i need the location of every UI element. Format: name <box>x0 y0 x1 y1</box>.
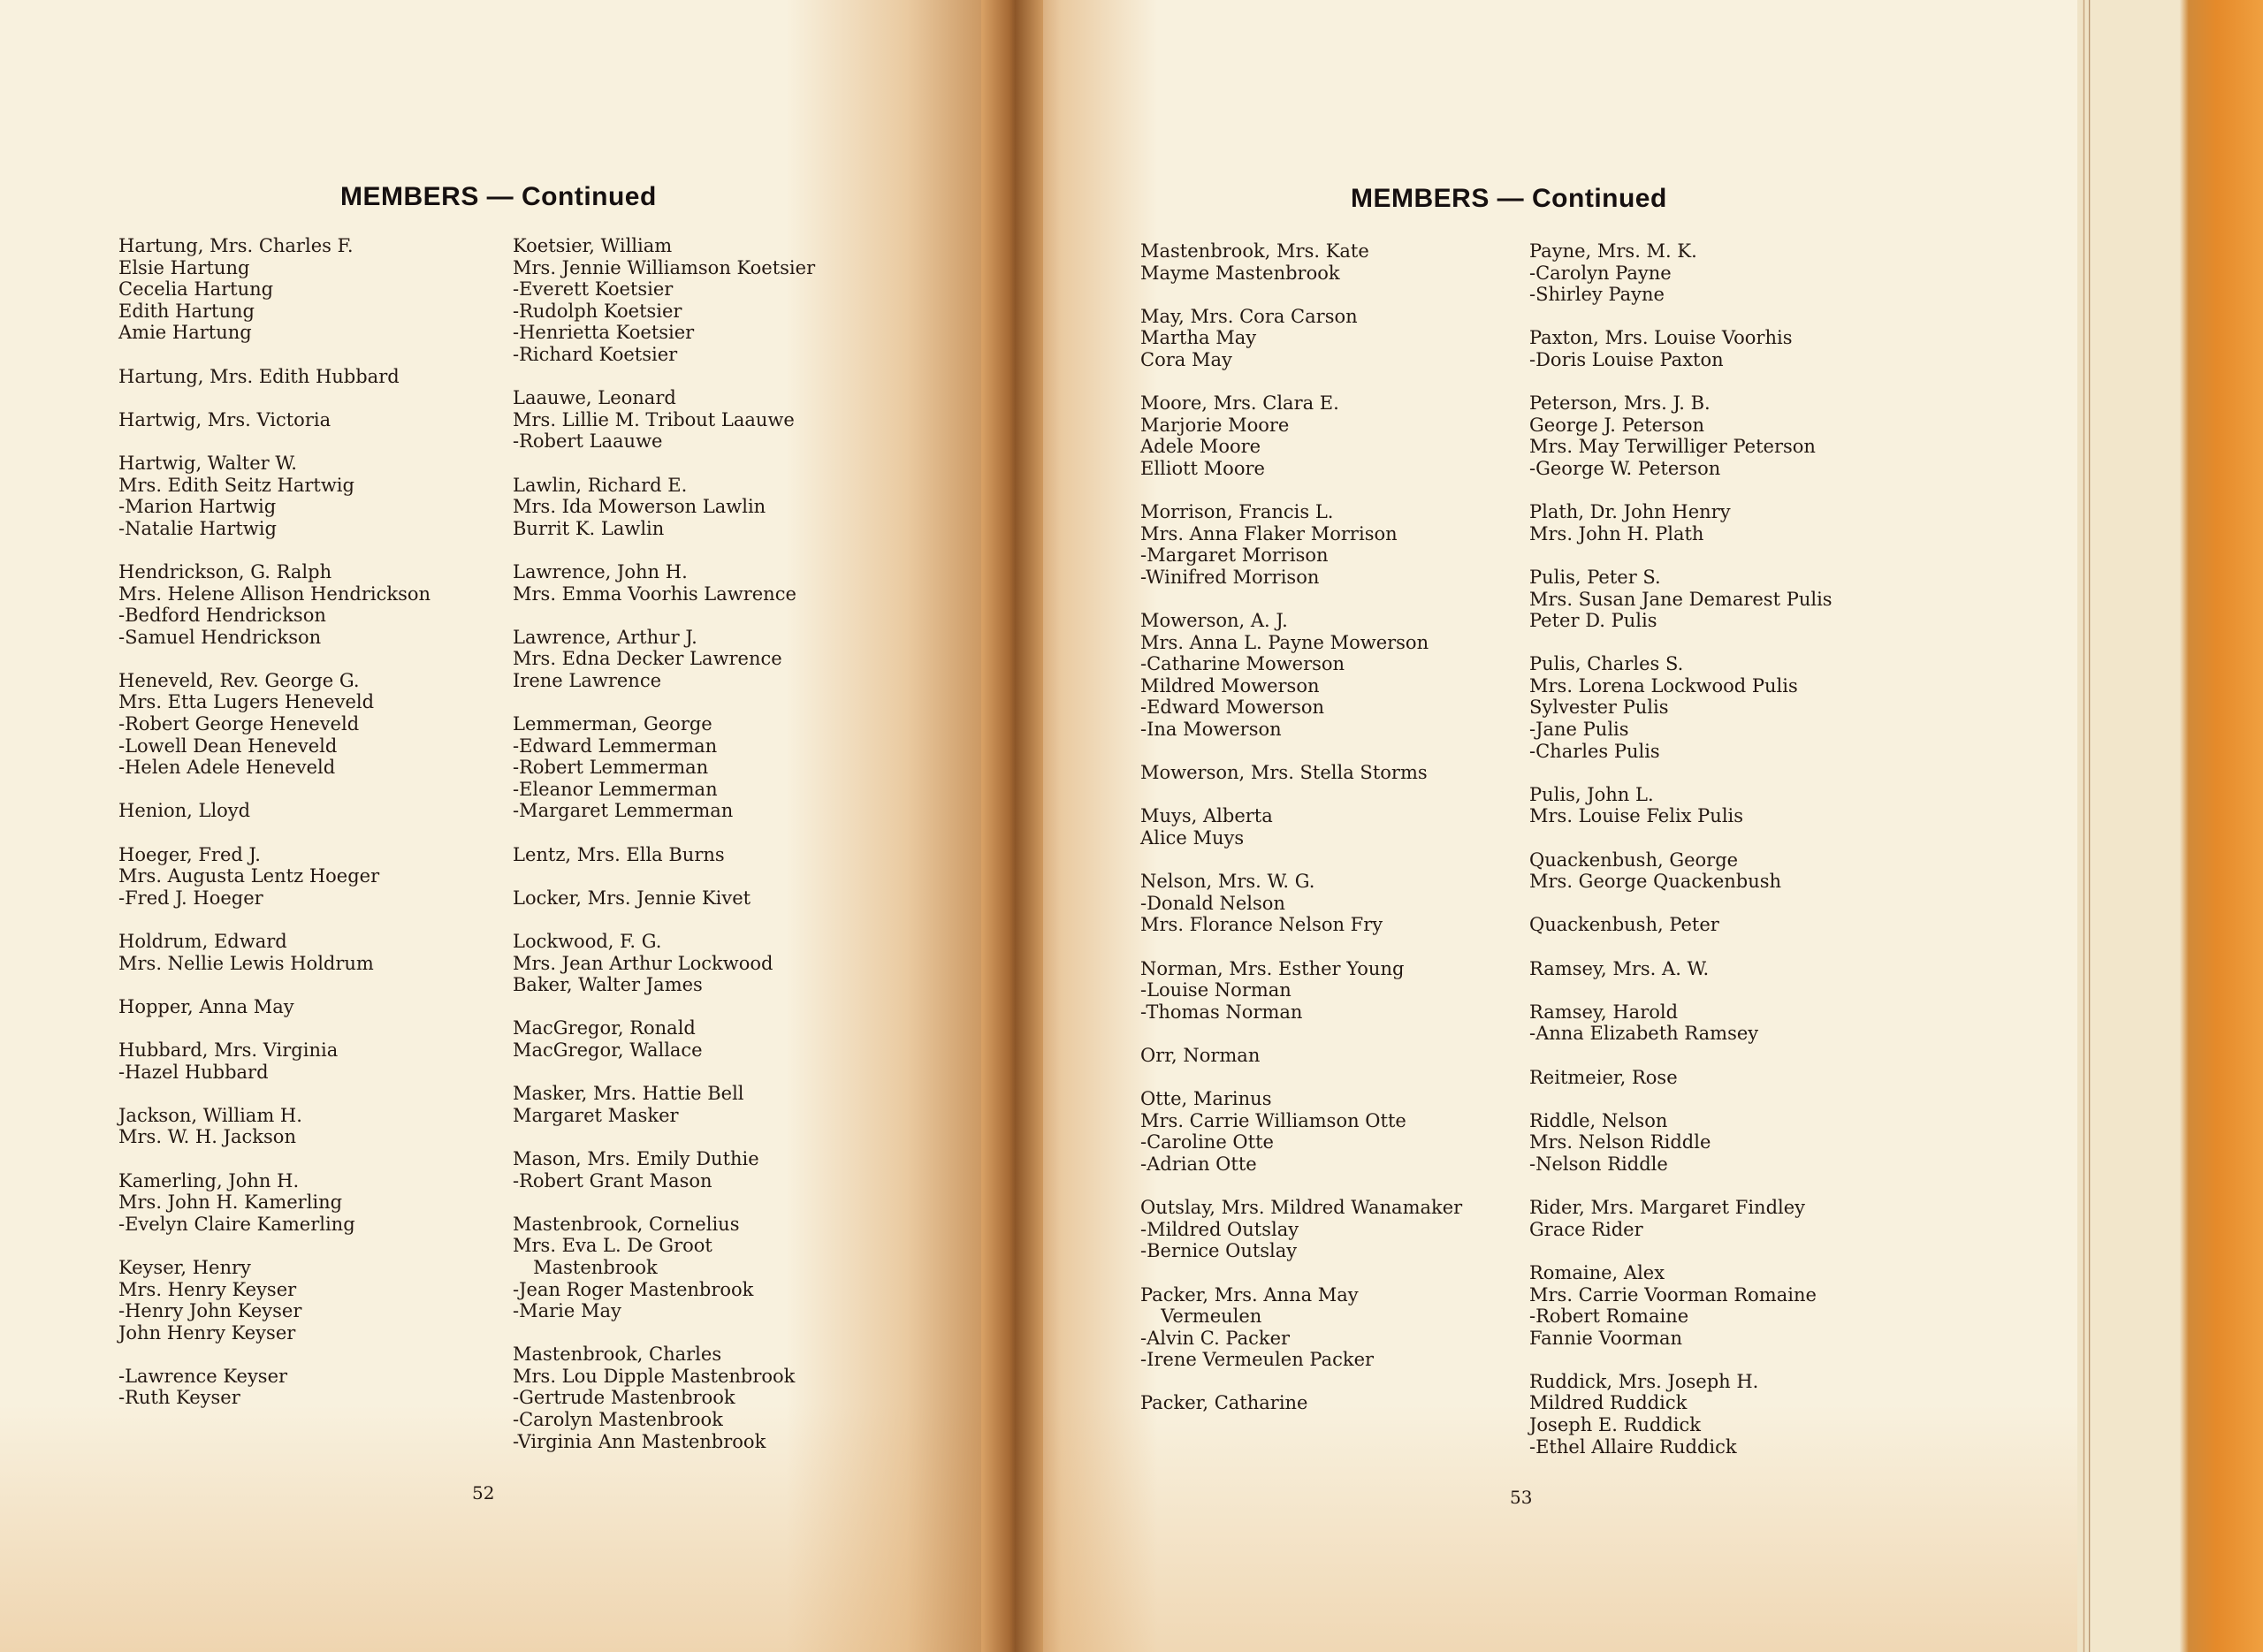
family-member-name: -Anna Elizabeth Ramsey <box>1529 1023 1759 1045</box>
member-entry <box>513 887 815 910</box>
member-entry <box>513 1148 815 1191</box>
member-entry <box>118 235 431 344</box>
family-member-name: Mrs. Anna Flaker Morrison <box>1140 522 1398 544</box>
family-member-name: Margaret Masker <box>513 1104 679 1126</box>
member-name: Lawlin, Richard E. <box>513 474 688 496</box>
member-name: Romaine, Alex <box>1529 1261 1665 1283</box>
member-name: Quackenbush, Peter <box>1529 914 1719 936</box>
member-entry <box>1140 1392 1462 1414</box>
member-entry <box>118 453 431 539</box>
member-name: Mastenbrook, Cornelius <box>513 1213 740 1235</box>
family-member-name: Mrs. Emma Voorhis Lawrence <box>513 582 796 605</box>
family-member-name: Mrs. Lillie M. Tribout Laauwe <box>513 408 795 430</box>
member-entry <box>118 1170 431 1236</box>
family-member-name: Mrs. Jean Arthur Lockwood <box>513 952 773 974</box>
member-entry <box>1529 958 1832 980</box>
member-name: Nelson, Mrs. W. G. <box>1140 871 1315 893</box>
family-member-name: Mrs. W. H. Jackson <box>118 1126 296 1148</box>
member-name: Hubbard, Mrs. Virginia <box>118 1039 339 1061</box>
member-entry <box>513 931 815 996</box>
family-member-name: -Catharine Mowerson <box>1140 653 1345 675</box>
family-member-name: -Henrietta Koetsier <box>513 322 695 344</box>
family-member-name: -Carolyn Mastenbrook <box>513 1409 723 1431</box>
family-member-name: -Lowell Dean Heneveld <box>118 735 338 757</box>
member-entry <box>118 1105 431 1148</box>
family-member-name: Mrs. Etta Lugers Heneveld <box>118 691 375 713</box>
member-entry <box>1529 327 1832 370</box>
left-page-number: 52 <box>472 1482 495 1504</box>
family-member-name: Mrs. Henry Keyser <box>118 1278 297 1300</box>
member-entry <box>1140 762 1462 784</box>
member-name: Lawrence, John H. <box>513 560 688 582</box>
family-member-name: -Doris Louise Paxton <box>1529 348 1724 370</box>
member-entry <box>513 1344 815 1452</box>
member-name: Norman, Mrs. Esther Young <box>1140 957 1405 979</box>
member-name: Muys, Alberta <box>1140 805 1273 827</box>
family-member-name: -Shirley Payne <box>1529 284 1665 306</box>
family-member-name: Irene Lawrence <box>513 669 662 691</box>
family-member-name: -Jean Roger Mastenbrook <box>513 1278 754 1300</box>
member-entry <box>1140 1045 1462 1067</box>
family-member-name: -Margaret Lemmerman <box>513 800 734 822</box>
member-entry <box>118 409 431 431</box>
member-name: Hoeger, Fred J. <box>118 843 261 865</box>
member-entry <box>1529 784 1832 827</box>
family-member-name: -Ethel Allaire Ruddick <box>1529 1435 1737 1458</box>
member-name: Hartung, Mrs. Charles F. <box>118 235 354 256</box>
family-member-name: Adele Moore <box>1140 436 1261 458</box>
family-member-name: -Marion Hartwig <box>118 496 277 518</box>
member-entry <box>513 713 815 822</box>
right-page-heading: MEMBERS — Continued <box>1351 184 1667 213</box>
member-entry <box>118 1366 431 1409</box>
member-name: Packer, Catharine <box>1140 1392 1308 1414</box>
family-member-name: Grace Rider <box>1529 1218 1643 1240</box>
right-page-number: 53 <box>1510 1487 1533 1508</box>
member-name: Mastenbrook, Mrs. Kate <box>1140 240 1369 262</box>
member-name: Peterson, Mrs. J. B. <box>1529 392 1711 415</box>
member-name: Pulis, Charles S. <box>1529 653 1684 675</box>
member-entry <box>513 387 815 453</box>
family-member-name: Mildred Ruddick <box>1529 1392 1688 1414</box>
member-name: Hartwig, Walter W. <box>118 452 297 474</box>
member-name: Heneveld, Rev. George G. <box>118 669 360 691</box>
family-member-name: -Bernice Outslay <box>1140 1240 1298 1262</box>
member-name: -Lawrence Keyser <box>118 1365 288 1387</box>
family-member-name: Amie Hartung <box>118 322 252 344</box>
family-member-name: -Jane Pulis <box>1529 719 1629 741</box>
member-entry <box>513 1017 815 1061</box>
member-name: Ruddick, Mrs. Joseph H. <box>1529 1370 1759 1392</box>
member-entry <box>513 475 815 540</box>
family-member-name: MacGregor, Wallace <box>513 1039 703 1061</box>
member-entry <box>1140 1088 1462 1175</box>
family-member-name: -Bedford Hendrickson <box>118 605 326 627</box>
member-name: Jackson, William H. <box>118 1104 302 1126</box>
member-name: Packer, Mrs. Anna May <box>1140 1283 1359 1306</box>
family-member-name: -Irene Vermeulen Packer <box>1140 1349 1375 1371</box>
member-name: Payne, Mrs. M. K. <box>1529 240 1697 262</box>
member-name: Mastenbrook, Charles <box>513 1344 722 1366</box>
family-member-name: Mrs. Anna L. Payne Mowerson <box>1140 631 1429 653</box>
member-entry <box>1529 392 1832 479</box>
family-member-name: -Adrian Otte <box>1140 1153 1257 1175</box>
family-member-name: Baker, Walter James <box>513 974 703 996</box>
family-member-name: Mrs. Augusta Lentz Hoeger <box>118 865 380 887</box>
member-entry <box>1140 240 1462 284</box>
family-member-name: -Nelson Riddle <box>1529 1153 1668 1175</box>
family-member-name: -Evelyn Claire Kamerling <box>118 1213 355 1235</box>
family-member-name: -Marie May <box>513 1300 621 1322</box>
member-name: Rider, Mrs. Margaret Findley <box>1529 1197 1806 1219</box>
family-member-name: Mrs. Carrie Voorman Romaine <box>1529 1283 1817 1306</box>
family-member-name: Joseph E. Ruddick <box>1529 1414 1702 1436</box>
family-member-name: Burrit K. Lawlin <box>513 517 665 539</box>
family-member-name: Mrs. Ida Mowerson Lawlin <box>513 496 766 518</box>
member-name: Mowerson, A. J. <box>1140 610 1288 632</box>
member-entry <box>513 561 815 605</box>
member-name: Lockwood, F. G. <box>513 931 662 952</box>
member-name: Kamerling, John H. <box>118 1169 300 1191</box>
family-member-name: Mrs. Florance Nelson Fry <box>1140 914 1383 936</box>
member-name: Otte, Marinus <box>1140 1088 1272 1110</box>
member-name: Morrison, Francis L. <box>1140 501 1334 523</box>
member-entry <box>1529 1110 1832 1176</box>
family-member-name: Mrs. Susan Jane Demarest Pulis <box>1529 588 1832 610</box>
family-member-name: -Margaret Morrison <box>1140 544 1329 567</box>
family-member-name: Mastenbrook <box>533 1256 658 1278</box>
member-entry <box>1140 1197 1462 1262</box>
member-name: Lemmerman, George <box>513 713 712 735</box>
member-entry <box>118 844 431 910</box>
member-entry <box>118 800 431 822</box>
member-name: Pulis, Peter S. <box>1529 566 1661 588</box>
family-member-name: -Helen Adele Heneveld <box>118 757 336 779</box>
family-member-name: Mrs. May Terwilliger Peterson <box>1529 436 1816 458</box>
family-member-name: -Alvin C. Packer <box>1140 1327 1291 1349</box>
member-name: Lawrence, Arthur J. <box>513 626 697 648</box>
family-member-name: Fannie Voorman <box>1529 1327 1683 1349</box>
member-name: Riddle, Nelson <box>1529 1109 1668 1131</box>
member-name: Outslay, Mrs. Mildred Wanamaker <box>1140 1197 1463 1219</box>
member-name: Keyser, Henry <box>118 1256 251 1278</box>
family-member-name: -Fred J. Hoeger <box>118 887 263 909</box>
member-name: Reitmeier, Rose <box>1529 1066 1678 1088</box>
family-member-name: -Louise Norman <box>1140 979 1292 1001</box>
member-entry <box>1140 805 1462 849</box>
member-name: Lentz, Mrs. Ella Burns <box>513 843 725 865</box>
member-name: Hartung, Mrs. Edith Hubbard <box>118 365 400 387</box>
member-name: Plath, Dr. John Henry <box>1529 501 1731 523</box>
member-entry <box>1529 914 1832 936</box>
family-member-name: -Thomas Norman <box>1140 1001 1303 1023</box>
member-entry <box>118 670 431 779</box>
family-member-name: Alice Muys <box>1140 827 1245 849</box>
family-member-name: -Robert Grant Mason <box>513 1169 712 1191</box>
family-member-name: Mildred Mowerson <box>1140 674 1320 697</box>
member-entry <box>1140 501 1462 588</box>
family-member-name: Mrs. Nellie Lewis Holdrum <box>118 952 374 974</box>
family-member-name: Elliott Moore <box>1140 457 1265 479</box>
family-member-name: Vermeulen <box>1161 1306 1262 1328</box>
member-entry <box>1529 1197 1832 1240</box>
family-member-name: Mrs. Jennie Williamson Koetsier <box>513 256 816 278</box>
member-entry <box>1529 501 1832 544</box>
member-name: Henion, Lloyd <box>118 800 251 822</box>
family-member-name: Mrs. Carrie Williamson Otte <box>1140 1109 1406 1131</box>
family-member-name: Mrs. John H. Plath <box>1529 522 1704 544</box>
family-member-name: John Henry Keyser <box>118 1321 296 1344</box>
left-page-heading: MEMBERS — Continued <box>340 182 657 211</box>
family-member-name: -Rudolph Koetsier <box>513 300 682 322</box>
family-member-name: Mrs. Louise Felix Pulis <box>1529 805 1744 827</box>
member-name: Orr, Norman <box>1140 1044 1261 1066</box>
family-member-name: Marjorie Moore <box>1140 414 1290 436</box>
family-member-name: -Robert Romaine <box>1529 1306 1689 1328</box>
member-entry <box>1140 392 1462 479</box>
family-member-name: -George W. Peterson <box>1529 457 1721 479</box>
family-member-name: -Robert Lemmerman <box>513 757 709 779</box>
member-name: Laauwe, Leonard <box>513 387 676 409</box>
family-member-name: -Hazel Hubbard <box>118 1061 269 1083</box>
right-page-column-2 <box>1529 240 1832 1480</box>
member-entry <box>118 996 431 1018</box>
family-member-name: -Charles Pulis <box>1529 740 1660 762</box>
member-name: Pulis, John L. <box>1529 783 1654 805</box>
family-member-name: -Robert Laauwe <box>513 430 663 453</box>
family-member-name: Mrs. George Quackenbush <box>1529 871 1782 893</box>
family-member-name: Mrs. Eva L. De Groot <box>513 1235 712 1257</box>
member-name: Hartwig, Mrs. Victoria <box>118 408 331 430</box>
page-edges <box>2077 0 2263 1652</box>
member-entry <box>1140 306 1462 371</box>
member-entry <box>118 1257 431 1344</box>
member-entry <box>1140 1284 1462 1371</box>
family-member-name: -Henry John Keyser <box>118 1300 302 1322</box>
family-member-name: -Eleanor Lemmerman <box>513 778 718 800</box>
member-name: Quackenbush, George <box>1529 849 1739 871</box>
left-page-column-2 <box>513 235 815 1474</box>
family-member-name: -Ina Mowerson <box>1140 719 1282 741</box>
family-member-name: Mrs. Edna Decker Lawrence <box>513 648 782 670</box>
member-name: Mowerson, Mrs. Stella Storms <box>1140 762 1428 784</box>
family-member-name: -Gertrude Mastenbrook <box>513 1387 735 1409</box>
family-member-name: -Samuel Hendrickson <box>118 626 322 648</box>
family-member-name: -Robert George Heneveld <box>118 713 360 735</box>
family-member-name: Mrs. Lorena Lockwood Pulis <box>1529 674 1798 697</box>
member-entry <box>118 931 431 974</box>
family-member-name: -Richard Koetsier <box>513 343 678 365</box>
family-member-name: -Everett Koetsier <box>513 278 674 301</box>
family-member-name: -Carolyn Payne <box>1529 262 1672 284</box>
member-entry <box>1529 240 1832 306</box>
right-page-column-1 <box>1140 240 1462 1436</box>
member-name: Hendrickson, G. Ralph <box>118 560 332 582</box>
family-member-name: -Winifred Morrison <box>1140 566 1320 588</box>
family-member-name: Elsie Hartung <box>118 256 250 278</box>
family-member-name: -Ruth Keyser <box>118 1387 240 1409</box>
member-entry <box>513 1214 815 1322</box>
family-member-name: Mrs. Lou Dipple Mastenbrook <box>513 1365 796 1387</box>
family-member-name: Sylvester Pulis <box>1529 697 1669 719</box>
member-name: Koetsier, William <box>513 235 673 256</box>
member-entry <box>1529 1001 1832 1045</box>
family-member-name: -Caroline Otte <box>1140 1131 1274 1153</box>
member-entry <box>118 366 431 388</box>
member-entry <box>513 1083 815 1126</box>
family-member-name: Cecelia Hartung <box>118 278 274 301</box>
left-page-column-1 <box>118 235 431 1431</box>
family-member-name: -Edward Mowerson <box>1140 697 1325 719</box>
member-entry <box>118 1039 431 1083</box>
member-entry <box>1529 1262 1832 1349</box>
member-entry <box>118 561 431 648</box>
member-entry <box>1529 1371 1832 1458</box>
member-name: Moore, Mrs. Clara E. <box>1140 392 1339 415</box>
family-member-name: Edith Hartung <box>118 300 255 322</box>
member-name: Masker, Mrs. Hattie Bell <box>513 1083 744 1105</box>
member-name: May, Mrs. Cora Carson <box>1140 305 1358 327</box>
member-entry <box>1529 1067 1832 1089</box>
family-member-name: -Natalie Hartwig <box>118 517 277 539</box>
member-name: Holdrum, Edward <box>118 931 287 952</box>
member-name: Ramsey, Mrs. A. W. <box>1529 957 1710 979</box>
family-member-name: -Donald Nelson <box>1140 892 1285 914</box>
member-name: Paxton, Mrs. Louise Voorhis <box>1529 327 1793 349</box>
family-member-name: Mrs. Helene Allison Hendrickson <box>118 582 431 605</box>
member-entry <box>513 627 815 692</box>
member-entry <box>1140 958 1462 1024</box>
family-member-name: Mrs. John H. Kamerling <box>118 1191 343 1214</box>
family-member-name: Mrs. Nelson Riddle <box>1529 1131 1711 1153</box>
member-name: MacGregor, Ronald <box>513 1017 696 1039</box>
family-member-name: -Edward Lemmerman <box>513 735 718 757</box>
family-member-name: Cora May <box>1140 348 1232 370</box>
family-member-name: George J. Peterson <box>1529 414 1705 436</box>
family-member-name: -Virginia Ann Mastenbrook <box>513 1430 766 1452</box>
family-member-name: -Mildred Outslay <box>1140 1218 1299 1240</box>
member-entry <box>1529 567 1832 632</box>
member-entry <box>1529 653 1832 762</box>
member-entry <box>1140 871 1462 936</box>
book-gutter <box>981 0 1043 1652</box>
family-member-name: Mrs. Edith Seitz Hartwig <box>118 474 354 496</box>
member-entry <box>1140 610 1462 741</box>
family-member-name: Martha May <box>1140 327 1257 349</box>
member-entry <box>513 235 815 366</box>
member-name: Ramsey, Harold <box>1529 1001 1679 1023</box>
family-member-name: Mayme Mastenbrook <box>1140 262 1340 284</box>
member-entry <box>1529 849 1832 893</box>
member-name: Mason, Mrs. Emily Duthie <box>513 1147 759 1169</box>
member-entry <box>513 844 815 866</box>
member-name: Locker, Mrs. Jennie Kivet <box>513 887 751 909</box>
family-member-name: Peter D. Pulis <box>1529 610 1657 632</box>
member-name: Hopper, Anna May <box>118 995 294 1017</box>
